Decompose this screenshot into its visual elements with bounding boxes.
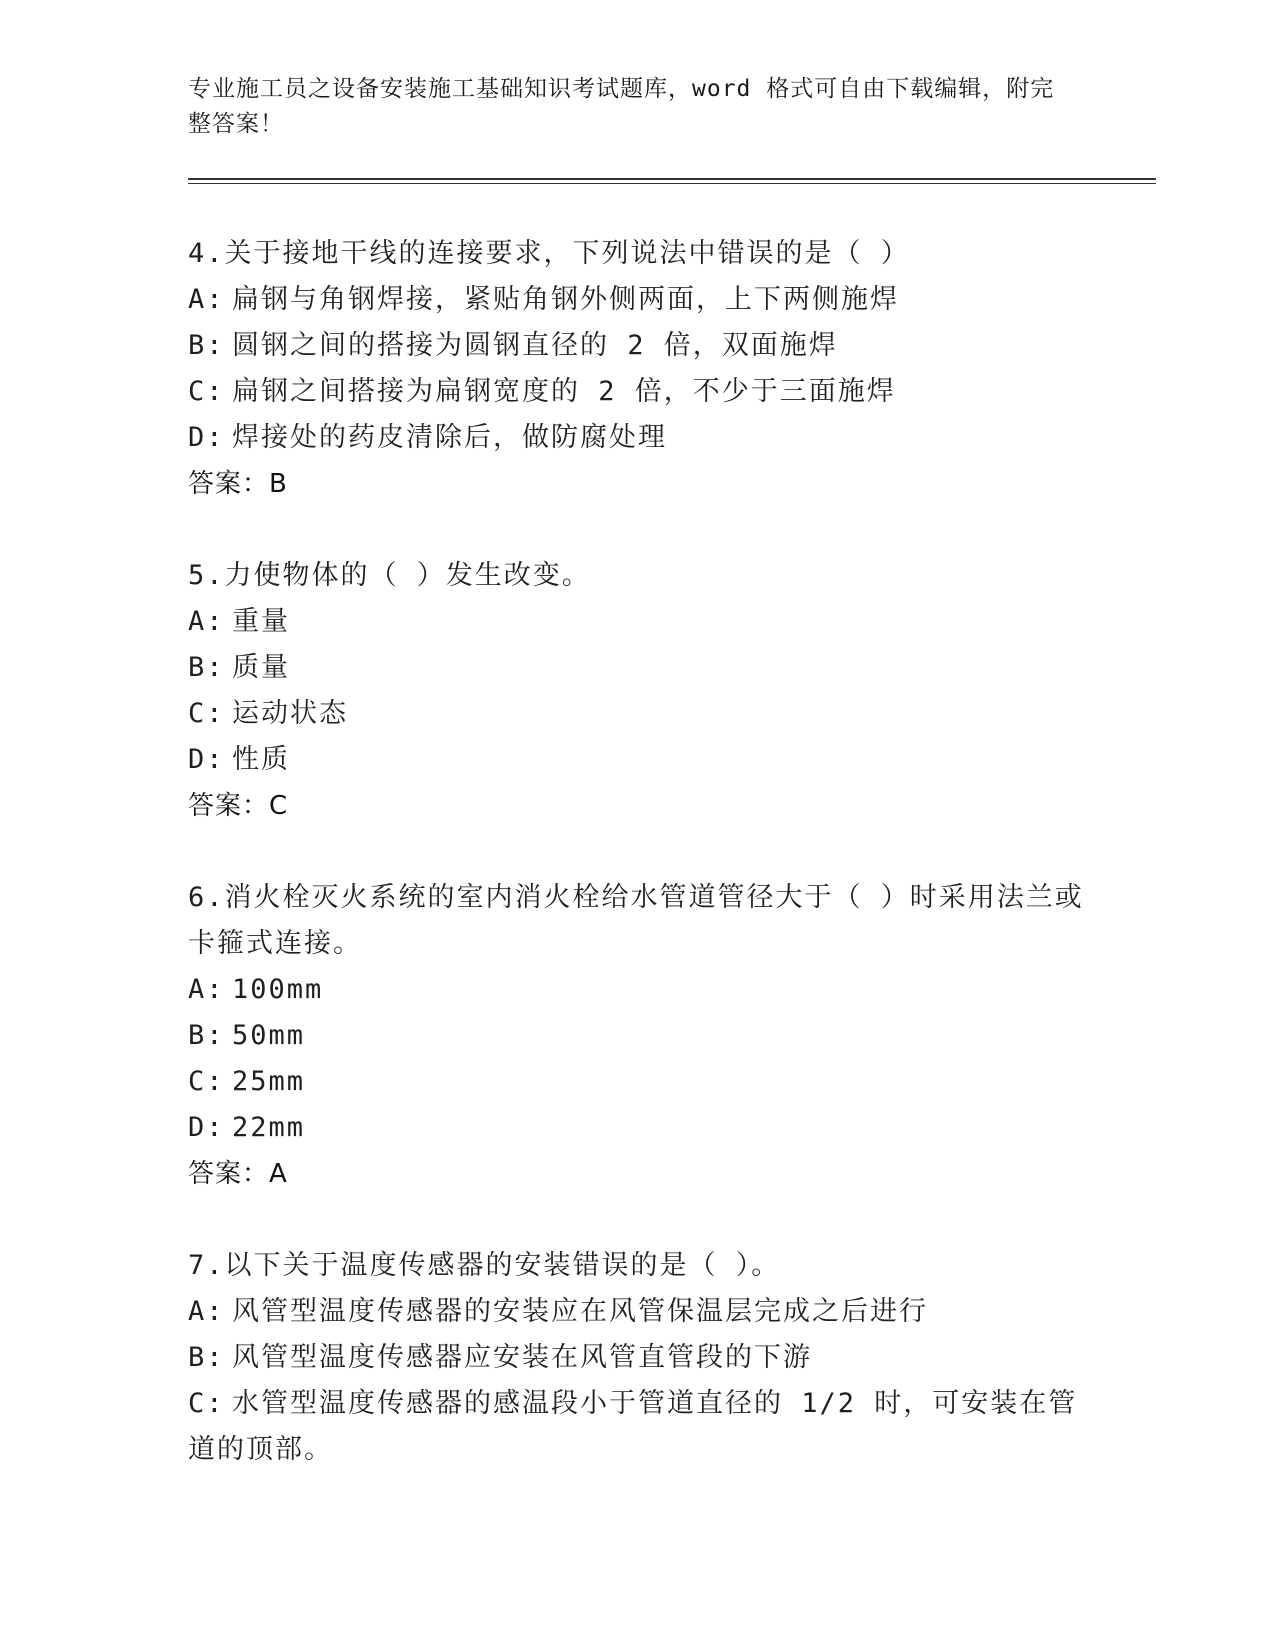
option-key: B: <box>188 1342 225 1373</box>
question-4 <box>188 231 1088 507</box>
option-a <box>188 967 1088 1013</box>
option-text: 圆钢之间的搭接为圆钢直径的 2 倍，双面施焊 <box>232 330 838 361</box>
option-b <box>188 323 1088 369</box>
option-text: 扁钢之间搭接为扁钢宽度的 2 倍，不少于三面施焊 <box>232 376 896 407</box>
answer-line: 答案：C <box>188 791 289 821</box>
option-a <box>188 277 1088 323</box>
question-6 <box>188 875 1088 1197</box>
option-key: C: <box>188 376 225 407</box>
option-b <box>188 1335 1088 1381</box>
option-key: A: <box>188 284 225 315</box>
answer-line: 答案：A <box>188 1159 288 1189</box>
question-list <box>188 231 1088 1519</box>
option-a <box>188 1289 1088 1335</box>
option-key: A: <box>188 1296 225 1327</box>
option-d <box>188 415 1088 461</box>
option-b <box>188 645 1088 691</box>
option-key: C: <box>188 698 225 729</box>
option-text: 焊接处的药皮清除后，做防腐处理 <box>232 422 667 453</box>
option-text: 重量 <box>232 606 290 637</box>
option-key: D: <box>188 744 225 775</box>
document-header-title: 专业施工员之设备安装施工基础知识考试题库，word 格式可自由下载编辑，附完整答案！ <box>188 76 1055 137</box>
question-stem: 4.关于接地干线的连接要求，下列说法中错误的是（ ） <box>188 238 910 269</box>
option-a <box>188 599 1088 645</box>
option-c <box>188 1059 1088 1105</box>
header-divider-thick <box>188 178 1156 180</box>
question-stem: 5.力使物体的（ ）发生改变。 <box>188 560 591 591</box>
header-divider-thin <box>188 183 1156 184</box>
option-key: A: <box>188 974 225 1005</box>
option-c <box>188 1381 1088 1473</box>
question-stem: 7.以下关于温度传感器的安装错误的是（ ）。 <box>188 1250 781 1281</box>
option-text: 风管型温度传感器的安装应在风管保温层完成之后进行 <box>232 1296 928 1327</box>
option-text: 性质 <box>232 744 290 775</box>
option-key: B: <box>188 652 225 683</box>
option-c <box>188 691 1088 737</box>
answer-line: 答案：B <box>188 469 288 499</box>
option-text: 50mm <box>232 1020 306 1051</box>
option-d <box>188 1105 1088 1151</box>
option-text: 22mm <box>232 1112 306 1143</box>
option-text: 运动状态 <box>232 698 348 729</box>
option-text: 100mm <box>232 974 324 1005</box>
option-c <box>188 369 1088 415</box>
option-d <box>188 737 1088 783</box>
question-5 <box>188 553 1088 829</box>
option-key: A: <box>188 606 225 637</box>
option-text: 25mm <box>232 1066 306 1097</box>
option-key: B: <box>188 330 225 361</box>
option-key: B: <box>188 1020 225 1051</box>
option-text: 质量 <box>232 652 290 683</box>
option-key: C: <box>188 1388 225 1419</box>
question-stem: 6.消火栓灭火系统的室内消火栓给水管道管径大于（ ）时采用法兰或卡箍式连接。 <box>188 882 1084 959</box>
option-b <box>188 1013 1088 1059</box>
option-key: D: <box>188 422 225 453</box>
option-text: 水管型温度传感器的感温段小于管道直径的 1/2 时，可安装在管道的顶部。 <box>188 1388 1078 1465</box>
option-key: C: <box>188 1066 225 1097</box>
option-text: 风管型温度传感器应安装在风管直管段的下游 <box>232 1342 812 1373</box>
option-key: D: <box>188 1112 225 1143</box>
question-7 <box>188 1243 1088 1473</box>
option-text: 扁钢与角钢焊接，紧贴角钢外侧两面，上下两侧施焊 <box>232 284 899 315</box>
